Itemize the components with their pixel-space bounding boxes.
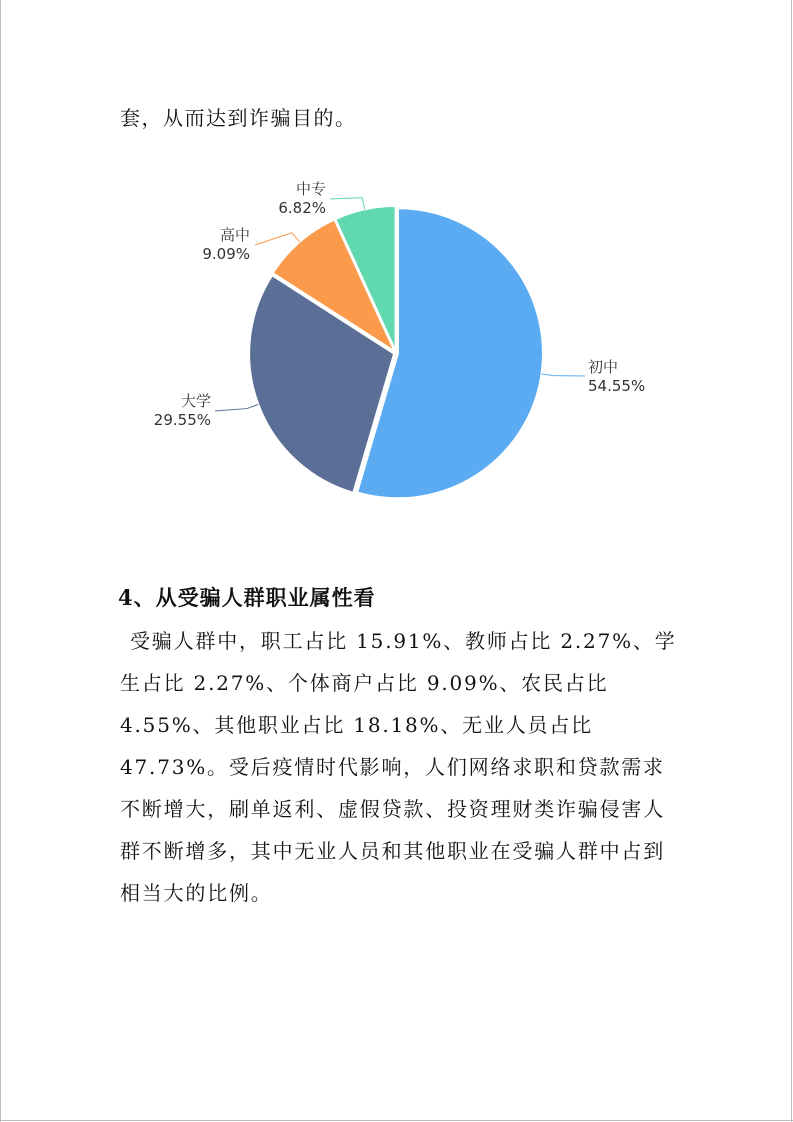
- pie-label-percent-4: 6.82%: [278, 199, 326, 217]
- intro-text: 套，从而达到诈骗目的。: [120, 106, 357, 130]
- pie-leader-line-3: [255, 233, 300, 245]
- page-border-bottom: [0, 1120, 793, 1121]
- education-pie-chart: [0, 150, 793, 520]
- pie-label-name-4: 中专: [295, 180, 326, 198]
- section-heading: 4、从受骗人群职业属性看: [118, 585, 376, 610]
- pie-label-percent-2: 29.55%: [153, 411, 211, 429]
- pie-label-name-2: 大学: [180, 392, 211, 410]
- pie-label-percent-1: 54.55%: [588, 377, 646, 395]
- pie-leader-line-2: [215, 404, 258, 411]
- pie-leader-line-1: [542, 374, 585, 376]
- pie-label-percent-3: 9.09%: [202, 245, 250, 263]
- pie-label-name-1: 初中: [588, 358, 619, 376]
- pie-label-name-3: 高中: [219, 226, 250, 244]
- occupation-paragraph: 受骗人群中，职工占比 15.91%、教师占比 2.27%、学生占比 2.27%、个体商户占比 9.09%、农民占比 4.55%、其他职业占比 18.18%、无业人员占比 47.73%。受后疫情时代影响，人们网络求职和贷款需求不断增大，刷单返利、虚假贷款、投资理财类诈骗侵害人群不断增多，其中无业人员和其他职业在受骗人群中占到相当大的比例。: [120, 629, 677, 905]
- pie-leader-line-4: [330, 198, 365, 210]
